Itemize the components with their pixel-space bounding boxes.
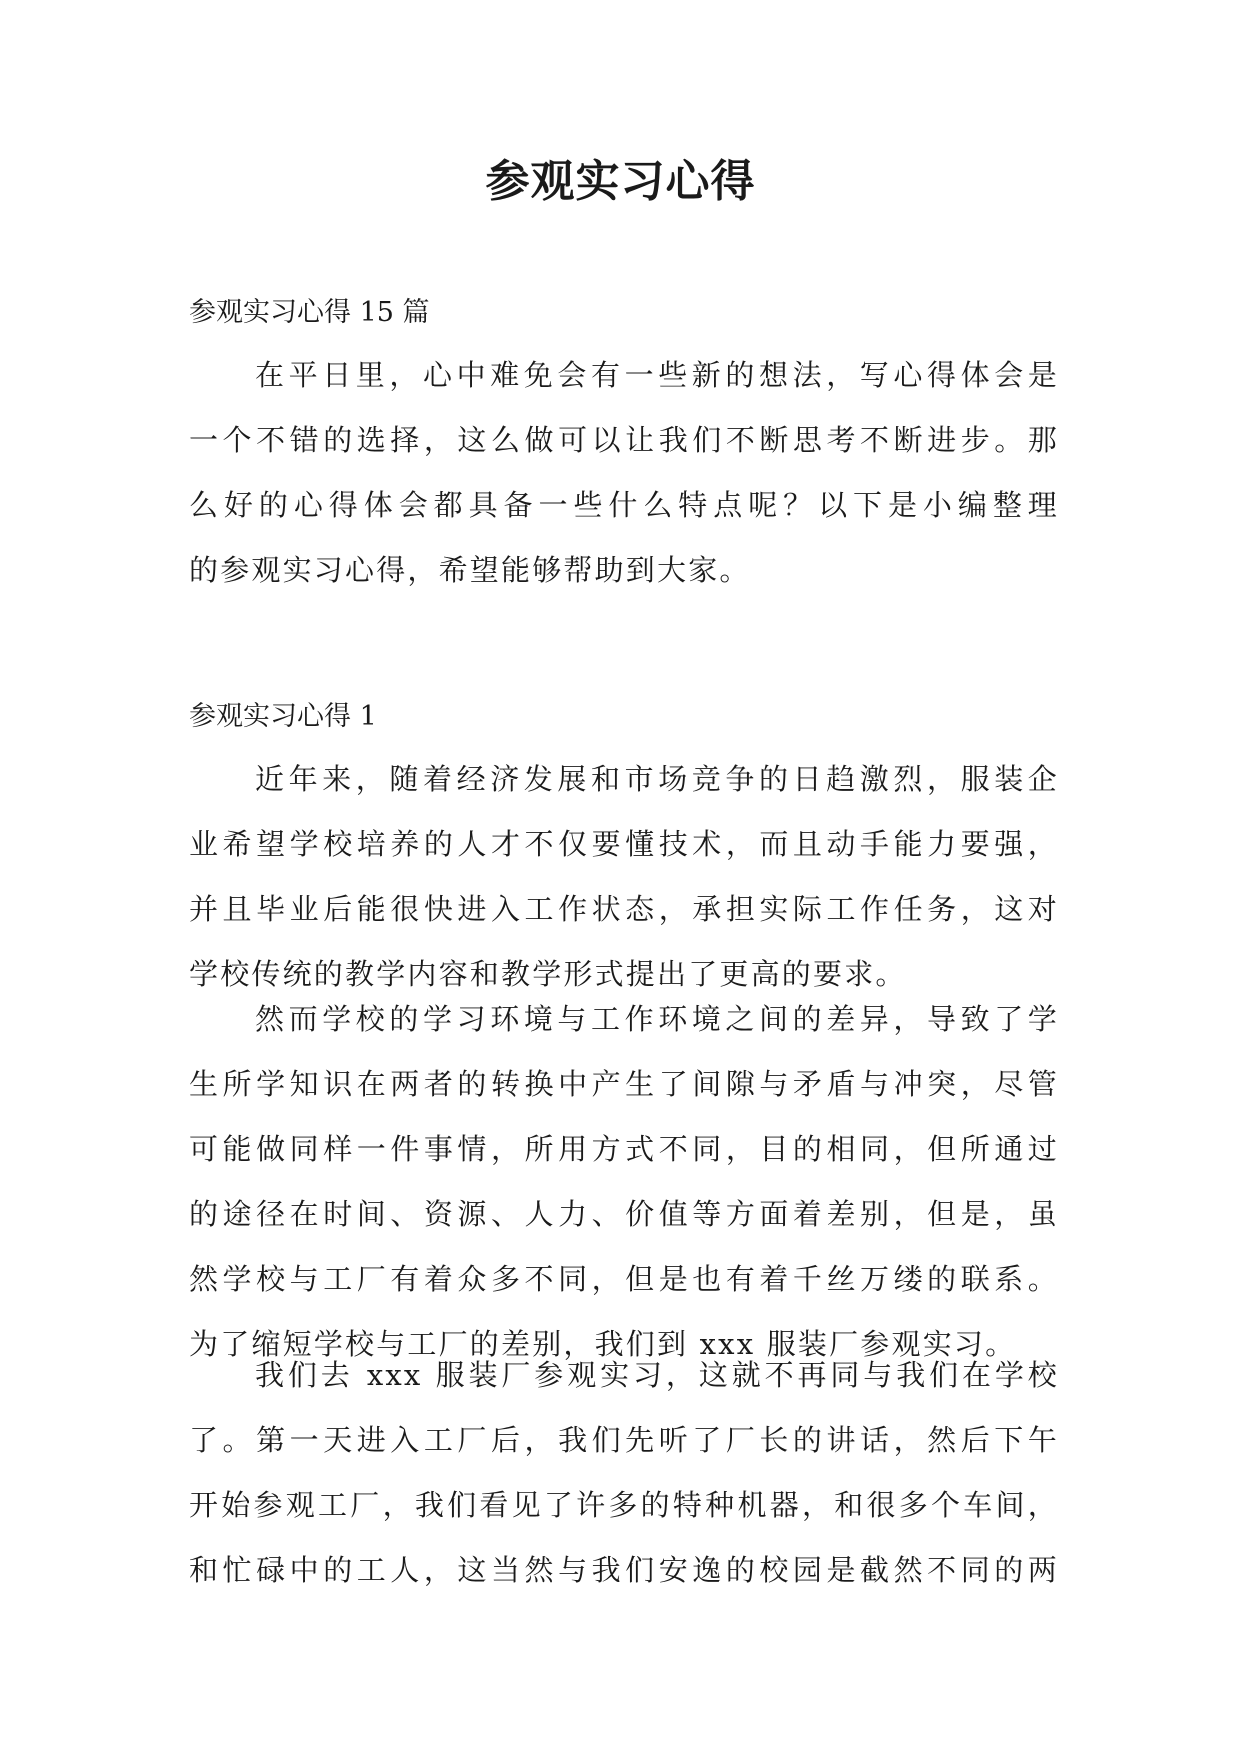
intro-heading: 参观实习心得 15 篇 [189, 297, 430, 328]
paragraph-line: 然而学校的学习环境与工作环境之间的差异，导致了学 [255, 1002, 1059, 1036]
intro-line: 一个不错的选择，这么做可以让我们不断思考不断进步。那 [189, 423, 1059, 457]
paragraph-line: 近年来，随着经济发展和市场竞争的日趋激烈，服装企 [255, 762, 1059, 796]
paragraph-line: 学校传统的教学内容和教学形式提出了更高的要求。 [189, 957, 907, 991]
body-paragraph-2 [189, 987, 1059, 1377]
intro-line: 在平日里，心中难免会有一些新的想法，写心得体会是 [255, 358, 1059, 392]
intro-line: 么好的心得体会都具备一些什么特点呢？以下是小编整理 [189, 488, 1059, 522]
paragraph-line: 为了缩短学校与工厂的差别，我们到 xxx 服装厂参观实习。 [189, 1327, 1017, 1361]
body-paragraph-3 [189, 1343, 1059, 1603]
paragraph-line: 了。第一天进入工厂后，我们先听了厂长的讲话，然后下午 [189, 1423, 1059, 1457]
paragraph-line: 业希望学校培养的人才不仅要懂技术，而且动手能力要强， [189, 827, 1059, 861]
body-paragraph-1 [189, 747, 1059, 1007]
intro-line: 的参观实习心得，希望能够帮助到大家。 [189, 553, 751, 587]
paragraph-line: 并且毕业后能很快进入工作状态，承担实际工作任务，这对 [189, 892, 1059, 926]
paragraph-line: 然学校与工厂有着众多不同，但是也有着千丝万缕的联系。 [189, 1262, 1059, 1296]
intro-paragraph [189, 343, 1059, 603]
paragraph-line: 的途径在时间、资源、人力、价值等方面着差别，但是，虽 [189, 1197, 1059, 1231]
paragraph-line: 和忙碌中的工人，这当然与我们安逸的校园是截然不同的两 [189, 1553, 1059, 1587]
paragraph-line: 生所学知识在两者的转换中产生了间隙与矛盾与冲突，尽管 [189, 1067, 1059, 1101]
paragraph-line: 可能做同样一件事情，所用方式不同，目的相同，但所通过 [189, 1132, 1059, 1166]
section-heading: 参观实习心得 1 [189, 701, 377, 732]
document-title: 参观实习心得 [485, 156, 756, 207]
paragraph-line: 开始参观工厂，我们看见了许多的特种机器，和很多个车间， [189, 1488, 1059, 1522]
paragraph-line: 我们去 xxx 服装厂参观实习，这就不再同与我们在学校 [255, 1358, 1059, 1392]
